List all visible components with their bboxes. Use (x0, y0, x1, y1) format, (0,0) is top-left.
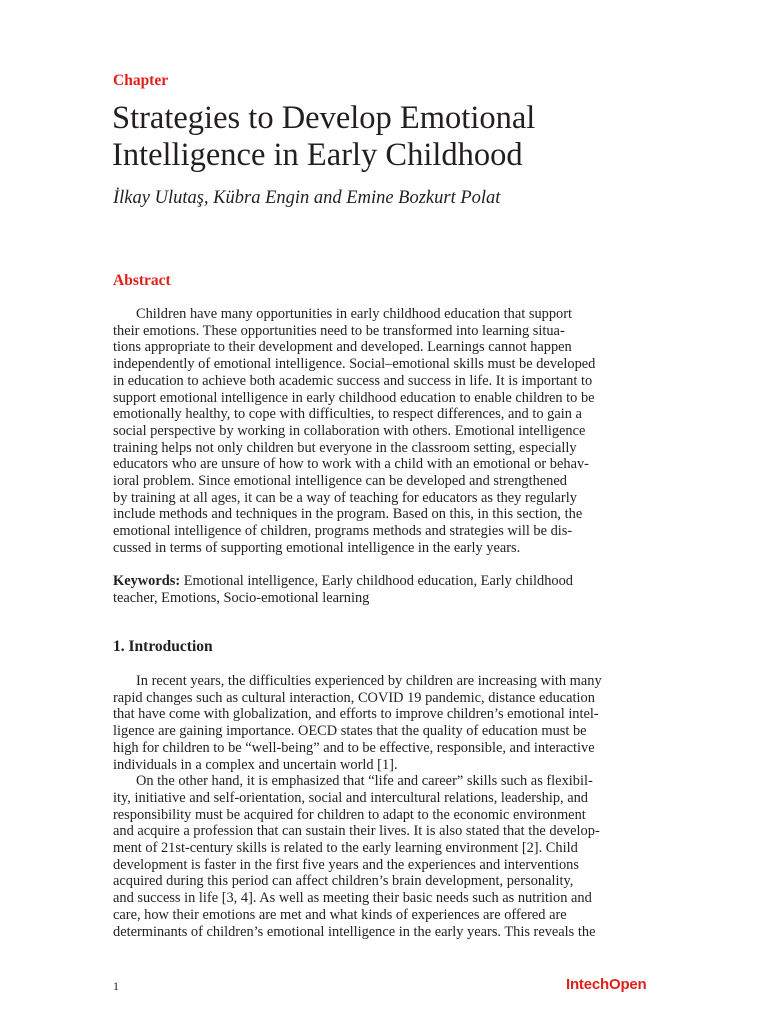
authors: İlkay Ulutaş, Kübra Engin and Emine Bozkurt Polat (113, 188, 501, 208)
intro-line: and acquire a profession that can sustain their lives. It is also stated that the develop- (113, 823, 600, 840)
abstract-line: Children have many opportunities in early childhood education that support (136, 306, 573, 322)
intro-line: On the other hand, it is emphasized that “life and career” skills such as flexibil- (136, 773, 593, 790)
abstract-line: their emotions. These opportunities need to be transformed into learning situa- (113, 322, 565, 339)
abstract-line: social perspective by working in collaboration with others. Emotional intelligence (113, 422, 586, 439)
abstract-line: training helps not only children but everyone in the classroom setting, especially (113, 439, 577, 456)
intro-line: responsibility must be acquired for children to adapt to the economic environment (113, 806, 586, 823)
introduction-text (113, 673, 658, 940)
keywords-line (113, 573, 658, 590)
section-heading-introduction: 1. Introduction (113, 638, 213, 655)
keywords-line: teacher, Emotions, Socio-emotional learning (113, 589, 370, 606)
intro-line: and success in life [3, 4]. As well as meeting their basic needs such as nutrition and (113, 890, 592, 907)
title-line: Intelligence in Early Childhood (112, 137, 523, 173)
publisher-logo: IntechOpen (566, 976, 647, 993)
abstract-line: by training at all ages, it can be a way of teaching for educators as they regularly (113, 489, 577, 506)
intro-line: development is faster in the first five years and the experiences and interventions (113, 856, 579, 873)
abstract-line: tions appropriate to their development and developed. Learnings cannot happen (113, 339, 572, 356)
intro-line: care, how their emotions are met and what kinds of experiences are offered are (113, 906, 567, 923)
abstract-line: educators who are unsure of how to work with a child with an emotional or behav- (113, 456, 589, 473)
intro-line: ment of 21st-century skills is related to the early learning environment [2]. Child (113, 840, 578, 857)
intro-line: determinants of children’s emotional intelligence in the early years. This reveals the (113, 923, 596, 940)
keywords (113, 573, 658, 606)
abstract-line: support emotional intelligence in early childhood education to enable children to be (113, 389, 595, 406)
intro-line: In recent years, the difficulties experienced by children are increasing with many (136, 673, 602, 689)
intro-line: individuals in a complex and uncertain world [1]. (113, 756, 398, 773)
intro-line: rapid changes such as cultural interaction, COVID 19 pandemic, distance education (113, 689, 595, 706)
abstract-text (113, 306, 658, 557)
abstract-line: in education to achieve both academic success and success in life. It is important to (113, 372, 593, 389)
keywords-value: Emotional intelligence, Early childhood education, Early childhood (183, 573, 574, 589)
intro-line: ity, initiative and self-orientation, social and intercultural relations, leadership, and (113, 789, 589, 806)
abstract-line: cussed in terms of supporting emotional intelligence in the early years. (113, 539, 521, 556)
intro-line: acquired during this period can affect children’s brain development, personality, (113, 873, 574, 890)
page-number: 1 (113, 979, 119, 993)
intro-line: ligence are gaining importance. OECD states that the quality of education must be (113, 723, 587, 740)
abstract-line: independently of emotional intelligence. Social–emotional skills must be developed (113, 356, 596, 373)
intro-line: that have come with globalization, and efforts to improve children’s emotional intel- (113, 706, 599, 723)
chapter-label: Chapter (113, 72, 169, 89)
abstract-heading: Abstract (113, 272, 171, 289)
intro-line: high for children to be “well-being” and to be effective, responsible, and interactive (113, 739, 595, 756)
abstract-line: ioral problem. Since emotional intelligence can be developed and strengthened (113, 473, 567, 490)
abstract-line: emotional intelligence of children, programs methods and strategies will be dis- (113, 523, 573, 540)
abstract-line: emotionally healthy, to cope with difficulties, to respect differences, and to gain a (113, 406, 582, 423)
abstract-line: include methods and techniques in the program. Based on this, in this section, the (113, 506, 583, 523)
chapter-title (112, 100, 672, 174)
title-line: Strategies to Develop Emotional (112, 100, 536, 136)
keywords-label: Keywords: (113, 573, 181, 589)
